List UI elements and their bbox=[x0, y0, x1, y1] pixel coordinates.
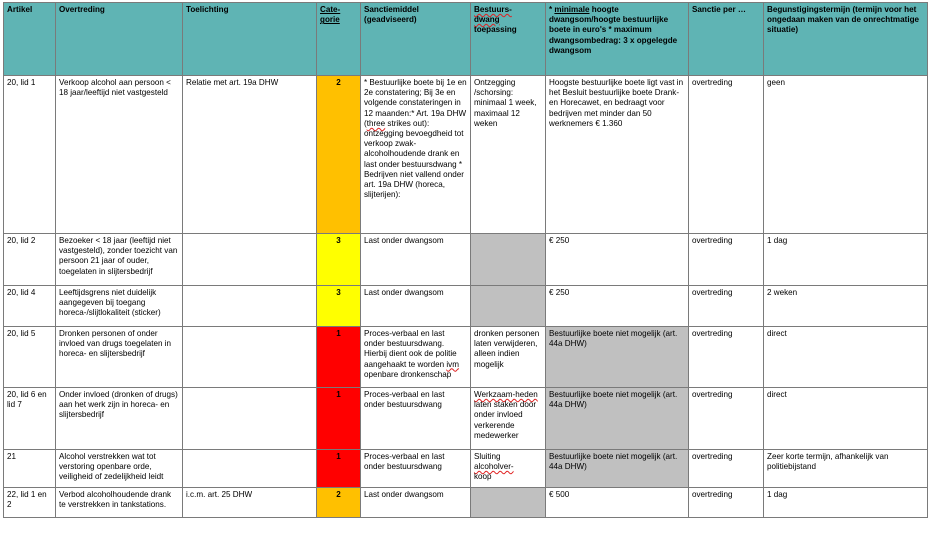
cell-termijn: geen bbox=[764, 76, 928, 234]
cell-dwangsom: Bestuurlijke boete niet mogelijk (art. 44a DHW) bbox=[546, 327, 689, 388]
cell-sanctiemiddel: Proces-verbaal en last onder bestuursdwang bbox=[361, 388, 471, 450]
cell-sanctie-per: overtreding bbox=[689, 388, 764, 450]
cell-overtreding: Leeftijdsgrens niet duidelijk aangegeven bij toegang horeca-/slijtlokaliteit (sticker) bbox=[56, 286, 183, 327]
table-row bbox=[4, 388, 928, 450]
sanctiemiddel-part3: openbare dronkenschap bbox=[364, 369, 452, 379]
cell-bestuursdwang bbox=[471, 450, 546, 488]
header-row bbox=[4, 3, 928, 76]
cell-overtreding: Onder invloed (dronken of drugs) aan het werk zijn in horeca- en slijtersbedrijf bbox=[56, 388, 183, 450]
cell-toelichting bbox=[183, 388, 317, 450]
header-dwangsom-minimale: minimale bbox=[554, 5, 590, 14]
header-categorie bbox=[317, 3, 361, 76]
header-artikel: Artikel bbox=[4, 3, 56, 76]
cell-dwangsom: Bestuurlijke boete niet mogelijk (art. 44a DHW) bbox=[546, 450, 689, 488]
cell-overtreding: Alcohol verstrekken wat tot verstoring openbare orde, veiligheid of zedelijkheid leidt bbox=[56, 450, 183, 488]
cell-sanctie-per: overtreding bbox=[689, 327, 764, 388]
cell-toelichting bbox=[183, 450, 317, 488]
bestuursdwang-rest: laten staken door onder invloed verkerende medewerker bbox=[474, 400, 537, 440]
header-toelichting: Toelichting bbox=[183, 3, 317, 76]
table-row bbox=[4, 234, 928, 286]
cell-bestuursdwang bbox=[471, 286, 546, 327]
cell-artikel: 20, lid 5 bbox=[4, 327, 56, 388]
cell-categorie: 3 bbox=[317, 234, 361, 286]
table-row bbox=[4, 488, 928, 518]
cell-artikel: 21 bbox=[4, 450, 56, 488]
cell-sanctiemiddel bbox=[361, 76, 471, 234]
cell-termijn: 1 dag bbox=[764, 234, 928, 286]
cell-categorie: 2 bbox=[317, 76, 361, 234]
cell-sanctie-per: overtreding bbox=[689, 76, 764, 234]
sanctiemiddel-part1: Proces-verbaal en last onder bestuursdwang. Hierbij dient ook de politie aangehaakt te worden bbox=[364, 329, 457, 369]
sanctiemiddel-three: three bbox=[366, 118, 386, 128]
cell-overtreding: Verbod alcoholhoudende drank te verstrekken in tankstations. bbox=[56, 488, 183, 518]
cell-sanctiemiddel: Last onder dwangsom bbox=[361, 234, 471, 286]
bestuursdwang-werkzaamheden: Werkzaam-heden bbox=[474, 390, 538, 399]
cell-categorie: 1 bbox=[317, 388, 361, 450]
cell-categorie: 2 bbox=[317, 488, 361, 518]
cell-overtreding: Bezoeker < 18 jaar (leeftijd niet vastgesteld), zonder toezicht van persoon 21 jaar of ouder, toegelaten in slijtersbedrijf bbox=[56, 234, 183, 286]
header-bestuursdwang-line2: dwang bbox=[474, 15, 500, 25]
cell-sanctiemiddel: Last onder dwangsom bbox=[361, 488, 471, 518]
cell-sanctie-per: overtreding bbox=[689, 488, 764, 518]
bestuursdwang-alcoholver: alcoholver- bbox=[474, 462, 514, 472]
sanctions-table bbox=[3, 2, 928, 518]
cell-dwangsom: Bestuurlijke boete niet mogelijk (art. 44a DHW) bbox=[546, 388, 689, 450]
header-categorie-line2: gorie bbox=[320, 15, 340, 25]
cell-sanctie-per: overtreding bbox=[689, 450, 764, 488]
cell-overtreding: Dronken personen of onder invloed van drugs toegelaten in horeca- en slijtersbedrijf bbox=[56, 327, 183, 388]
cell-dwangsom: € 250 bbox=[546, 286, 689, 327]
cell-sanctiemiddel bbox=[361, 327, 471, 388]
cell-artikel: 20, lid 1 bbox=[4, 76, 56, 234]
header-overtreding: Overtreding bbox=[56, 3, 183, 76]
cell-sanctie-per: overtreding bbox=[689, 234, 764, 286]
cell-artikel: 20, lid 2 bbox=[4, 234, 56, 286]
cell-toelichting bbox=[183, 234, 317, 286]
cell-toelichting: Relatie met art. 19a DHW bbox=[183, 76, 317, 234]
cell-termijn: Zeer korte termijn, afhankelijk van politiebijstand bbox=[764, 450, 928, 488]
sanctiemiddel-ivm: ivm bbox=[446, 359, 459, 369]
cell-categorie: 1 bbox=[317, 327, 361, 388]
cell-termijn: 2 weken bbox=[764, 286, 928, 327]
table-row bbox=[4, 286, 928, 327]
header-sanctiemiddel: Sanctiemiddel (geadviseerd) bbox=[361, 3, 471, 76]
cell-sanctie-per: overtreding bbox=[689, 286, 764, 327]
cell-artikel: 20, lid 4 bbox=[4, 286, 56, 327]
cell-artikel: 22, lid 1 en 2 bbox=[4, 488, 56, 518]
table-body bbox=[4, 76, 928, 518]
cell-bestuursdwang bbox=[471, 488, 546, 518]
header-bestuursdwang bbox=[471, 3, 546, 76]
cell-termijn: direct bbox=[764, 327, 928, 388]
bestuursdwang-koop: koop bbox=[474, 472, 492, 482]
bestuursdwang-sluiting: Sluiting bbox=[474, 452, 501, 461]
cell-categorie: 1 bbox=[317, 450, 361, 488]
cell-overtreding: Verkoop alcohol aan persoon < 18 jaar/leeftijd niet vastgesteld bbox=[56, 76, 183, 234]
cell-sanctiemiddel-text bbox=[364, 78, 467, 232]
cell-dwangsom: € 250 bbox=[546, 234, 689, 286]
header-begunstigingstermijn: Begunstigingstermijn (termijn voor het ongedaan maken van de onrechtmatige situatie) bbox=[764, 3, 928, 76]
cell-sanctiemiddel: Last onder dwangsom bbox=[361, 286, 471, 327]
cell-bestuursdwang bbox=[471, 234, 546, 286]
header-dwangsom-star: * bbox=[549, 5, 555, 14]
cell-termijn: direct bbox=[764, 388, 928, 450]
sanctiemiddel-part3: strikes out): ontzegging bevoegdheid tot verkoop zwak-alcoholhoudende drank en last onder bestuursdwang * Bedrijven niet vallend onder art. 19a DHW (horeca, slijterijen): bbox=[364, 118, 464, 200]
cell-bestuursdwang: dronken personen laten verwijderen, alleen indien mogelijk bbox=[471, 327, 546, 388]
header-dwangsom-rest: hoogte dwangsom/hoogte bestuurlijke boete in euro's * maximum dwangsombedrag: 3 x opgelegde dwangsom bbox=[549, 5, 678, 55]
table-header bbox=[4, 3, 928, 76]
header-categorie-line1: Cate- bbox=[320, 5, 341, 14]
cell-artikel: 20, lid 6 en lid 7 bbox=[4, 388, 56, 450]
header-bestuursdwang-line1: Bestuurs- bbox=[474, 5, 512, 14]
cell-toelichting bbox=[183, 327, 317, 388]
cell-categorie: 3 bbox=[317, 286, 361, 327]
cell-bestuursdwang: Ontzegging /schorsing: minimaal 1 week, maximaal 12 weken bbox=[471, 76, 546, 234]
cell-termijn: 1 dag bbox=[764, 488, 928, 518]
sanctiemiddel-part1: * Bestuurlijke boete bij 1e en 2e constatering; Bij 3e en volgende constateringen in 12 maanden:* Art. 19a DHW ( bbox=[364, 78, 467, 128]
cell-dwangsom: € 500 bbox=[546, 488, 689, 518]
cell-toelichting: i.c.m. art. 25 DHW bbox=[183, 488, 317, 518]
cell-dwangsom: Hoogste bestuurlijke boete ligt vast in het Besluit bestuurlijke boete Drank- en Horecawet, en bedraagt voor bedrijven met minder dan 50 werknemers € 1.360 bbox=[546, 76, 689, 234]
table-row bbox=[4, 450, 928, 488]
table-row bbox=[4, 327, 928, 388]
table-row bbox=[4, 76, 928, 234]
header-dwangsom bbox=[546, 3, 689, 76]
cell-toelichting bbox=[183, 286, 317, 327]
cell-sanctiemiddel: Proces-verbaal en last onder bestuursdwang bbox=[361, 450, 471, 488]
header-bestuursdwang-line3: toepassing bbox=[474, 25, 517, 35]
header-sanctie-per: Sanctie per … bbox=[689, 3, 764, 76]
cell-bestuursdwang bbox=[471, 388, 546, 450]
